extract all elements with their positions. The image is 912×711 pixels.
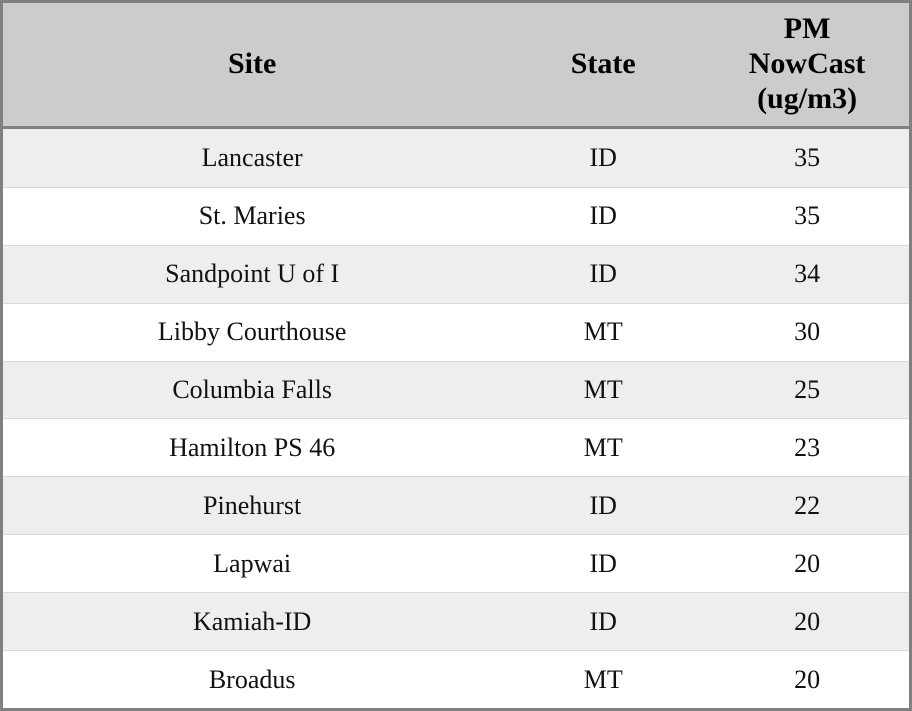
cell-state: MT <box>501 303 705 361</box>
column-header-site-label: Site <box>227 47 277 81</box>
cell-site: Sandpoint U of I <box>3 245 501 303</box>
cell-pm: 34 <box>705 245 909 303</box>
cell-site: Libby Courthouse <box>3 303 501 361</box>
air-quality-table <box>3 3 909 708</box>
cell-pm: 20 <box>705 593 909 651</box>
table-row <box>3 593 909 651</box>
cell-site: Pinehurst <box>3 477 501 535</box>
column-header-state <box>501 3 705 128</box>
cell-pm: 22 <box>705 477 909 535</box>
cell-state: ID <box>501 535 705 593</box>
cell-pm: 25 <box>705 361 909 419</box>
table-row <box>3 535 909 593</box>
cell-state: ID <box>501 128 705 187</box>
column-header-state-label: State <box>570 47 636 81</box>
cell-pm: 23 <box>705 419 909 477</box>
table-row <box>3 128 909 187</box>
cell-pm: 20 <box>705 535 909 593</box>
column-header-pm-line3: (ug/m3) <box>757 82 858 116</box>
cell-state: ID <box>501 593 705 651</box>
cell-state: ID <box>501 187 705 245</box>
cell-site: Lancaster <box>3 128 501 187</box>
cell-state: MT <box>501 651 705 708</box>
cell-site: Hamilton PS 46 <box>3 419 501 477</box>
column-header-pm-line2: NowCast <box>748 47 866 81</box>
cell-state: MT <box>501 361 705 419</box>
table-row <box>3 245 909 303</box>
column-header-site <box>3 3 501 128</box>
table-body <box>3 128 909 708</box>
table-row <box>3 361 909 419</box>
table-row <box>3 303 909 361</box>
cell-state: ID <box>501 245 705 303</box>
table-row <box>3 419 909 477</box>
cell-pm: 30 <box>705 303 909 361</box>
table-row <box>3 651 909 708</box>
cell-site: Columbia Falls <box>3 361 501 419</box>
column-header-pm-line1: PM <box>783 12 831 45</box>
cell-site: Lapwai <box>3 535 501 593</box>
cell-pm: 35 <box>705 187 909 245</box>
table-header <box>3 3 909 128</box>
cell-state: MT <box>501 419 705 477</box>
table-header-row <box>3 3 909 128</box>
cell-site: Kamiah-ID <box>3 593 501 651</box>
table-row <box>3 187 909 245</box>
cell-pm: 35 <box>705 128 909 187</box>
cell-site: St. Maries <box>3 187 501 245</box>
cell-state: ID <box>501 477 705 535</box>
table-row <box>3 477 909 535</box>
cell-pm: 20 <box>705 651 909 708</box>
cell-site: Broadus <box>3 651 501 708</box>
column-header-pm-nowcast <box>705 3 909 128</box>
